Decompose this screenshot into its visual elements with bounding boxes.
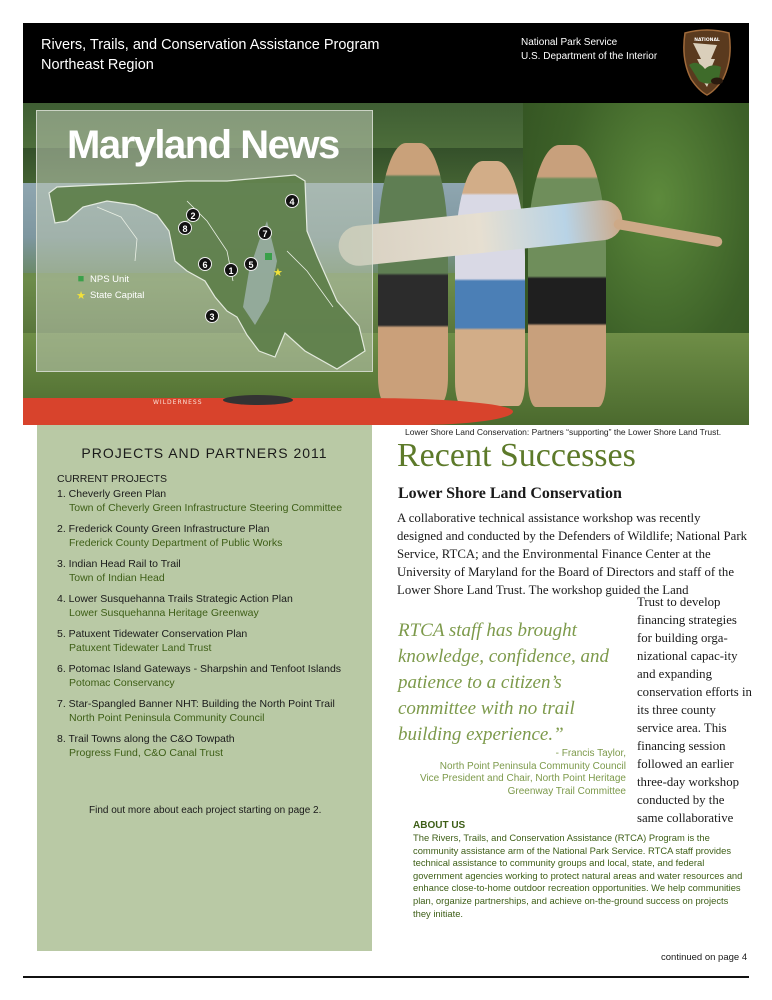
- project-item: [57, 697, 362, 725]
- footer-rule: [23, 976, 749, 978]
- map-overlay: [36, 110, 373, 372]
- legend-item-state-capital: [75, 287, 144, 303]
- program-block: [41, 35, 379, 75]
- person-2: [455, 161, 525, 406]
- project-partner: North Point Peninsula Community Council: [69, 712, 265, 724]
- projects-sidebar: [37, 425, 372, 951]
- photo-caption: Lower Shore Land Conservation: Partners “supporting” the Lower Shore Land Trust.: [405, 427, 722, 437]
- logo-lettering: NATIONAL: [694, 38, 720, 43]
- project-partner: Frederick County Department of Public Works: [69, 537, 283, 549]
- capital-star: ★: [273, 266, 283, 279]
- map-marker-5: 5: [244, 257, 258, 271]
- project-partner: Progress Fund, C&O Canal Trust: [69, 747, 224, 759]
- map-marker-4: 4: [285, 194, 299, 208]
- project-name: 3. Indian Head Rail to Trail: [57, 558, 181, 570]
- continued-note: continued on page 4: [661, 952, 748, 963]
- sidebar-footer: Find out more about each project starting on page 2.: [89, 805, 322, 816]
- article-body-wide: A collaborative technical assistance workshop was recently designed and conducted by the Defenders of Wildlife; National Park Service, RTCA; and the Environmental Finance Center at the University of Maryland for the Board of Directors and staff of the Lower Shore Land Trust. The workshop guided the Land: [397, 511, 747, 597]
- project-name: 4. Lower Susquehanna Trails Strategic Action Plan: [57, 593, 293, 605]
- map-marker-6: 6: [198, 257, 212, 271]
- legend-label: State Capital: [90, 289, 145, 301]
- project-name: 7. Star-Spangled Banner NHT: Building the North Point Trail: [57, 698, 335, 710]
- sidebar-subtitle: CURRENT PROJECTS: [57, 473, 168, 485]
- project-item: [57, 557, 362, 585]
- about-us: [413, 820, 743, 920]
- section-title: Recent Successes: [397, 437, 636, 474]
- department-name: U.S. Department of the Interior: [521, 51, 658, 62]
- yellow-star-icon: ★: [76, 289, 86, 302]
- nps-unit-marker: [265, 253, 272, 260]
- project-name: 2. Frederick County Green Infrastructure Plan: [57, 523, 270, 535]
- project-item: [57, 732, 362, 760]
- attribution-line: Vice President and Chair, North Point Heritage: [419, 773, 626, 784]
- banner-photo: [23, 103, 749, 425]
- person-3: [528, 145, 606, 407]
- project-name: 8. Trail Towns along the C&O Towpath: [57, 733, 235, 745]
- project-item: [57, 487, 362, 515]
- about-heading: ABOUT US: [413, 820, 466, 831]
- project-item: [57, 627, 362, 655]
- project-partner: Town of Indian Head: [69, 572, 165, 584]
- map-legend: [75, 271, 144, 303]
- map-marker-7: 7: [258, 226, 272, 240]
- project-partner: Town of Cheverly Green Infrastructure Steering Committee: [69, 502, 343, 514]
- legend-label: NPS Unit: [90, 273, 130, 285]
- sidebar-title: PROJECTS AND PARTNERS 2011: [81, 445, 328, 461]
- project-item: [57, 662, 362, 690]
- newsletter-title: Maryland News: [67, 123, 339, 167]
- attribution-line: Greenway Trail Committee: [507, 785, 626, 797]
- project-partner: Lower Susquehanna Heritage Greenway: [69, 607, 259, 619]
- kayak-seat: [223, 395, 293, 405]
- map-marker-8: 8: [178, 221, 192, 235]
- nps-arrowhead-logo: [679, 29, 735, 97]
- attribution-line: - Francis Taylor,: [555, 748, 626, 759]
- project-name: 6. Potomac Island Gateways - Sharpshin and Tenfoot Islands: [57, 663, 342, 675]
- project-list: [57, 487, 362, 767]
- article-headline: Lower Shore Land Conservation: [398, 485, 622, 502]
- article-body-narrow: Trust to develop financing strategies for building orga-nizational capac-ity and expanding conservation efforts in its three county service area. This financing session followed an earlier three-day workshop conducted by the same collaborative: [637, 595, 752, 825]
- legend-item-nps-unit: [75, 271, 144, 287]
- agency-name: National Park Service: [521, 37, 618, 48]
- map-marker-1: 1: [224, 263, 238, 277]
- pull-quote: RTCA staff has brought knowledge, confidence, and patience to a citizen’s committee with no trail building experience.”: [398, 620, 610, 745]
- green-square-icon: ■: [77, 273, 85, 285]
- project-name: 1. Cheverly Green Plan: [57, 488, 167, 500]
- project-name: 5. Patuxent Tidewater Conservation Plan: [57, 628, 248, 640]
- project-partner: Potomac Conservancy: [69, 677, 175, 689]
- person-1: [378, 143, 448, 403]
- kayak-label: WILDERNESS: [153, 399, 203, 406]
- region-name: Northeast Region: [41, 57, 154, 73]
- map-marker-2: 2: [186, 208, 200, 222]
- map-marker-3: 3: [205, 309, 219, 323]
- agency-block: [521, 36, 657, 64]
- about-text: The Rivers, Trails, and Conservation Assistance (RTCA) Program is the community assistance arm of the National Park Service. RTCA staff provides technical assistance to community groups and local, state, and federal government agencies working to protect natural areas and water resources and enhance close-to-home outdoor recreation opportunities. We help communities plan, organize partnerships, and achieve on-the-ground success on projects they initiate.: [413, 832, 743, 919]
- attribution-line: North Point Peninsula Community Council: [439, 760, 626, 772]
- project-partner: Patuxent Tidewater Land Trust: [69, 642, 212, 654]
- project-item: [57, 592, 362, 620]
- masthead: [23, 23, 749, 103]
- program-name: Rivers, Trails, and Conservation Assistance Program: [41, 37, 380, 53]
- quote-attribution: [398, 748, 626, 798]
- project-item: [57, 522, 362, 550]
